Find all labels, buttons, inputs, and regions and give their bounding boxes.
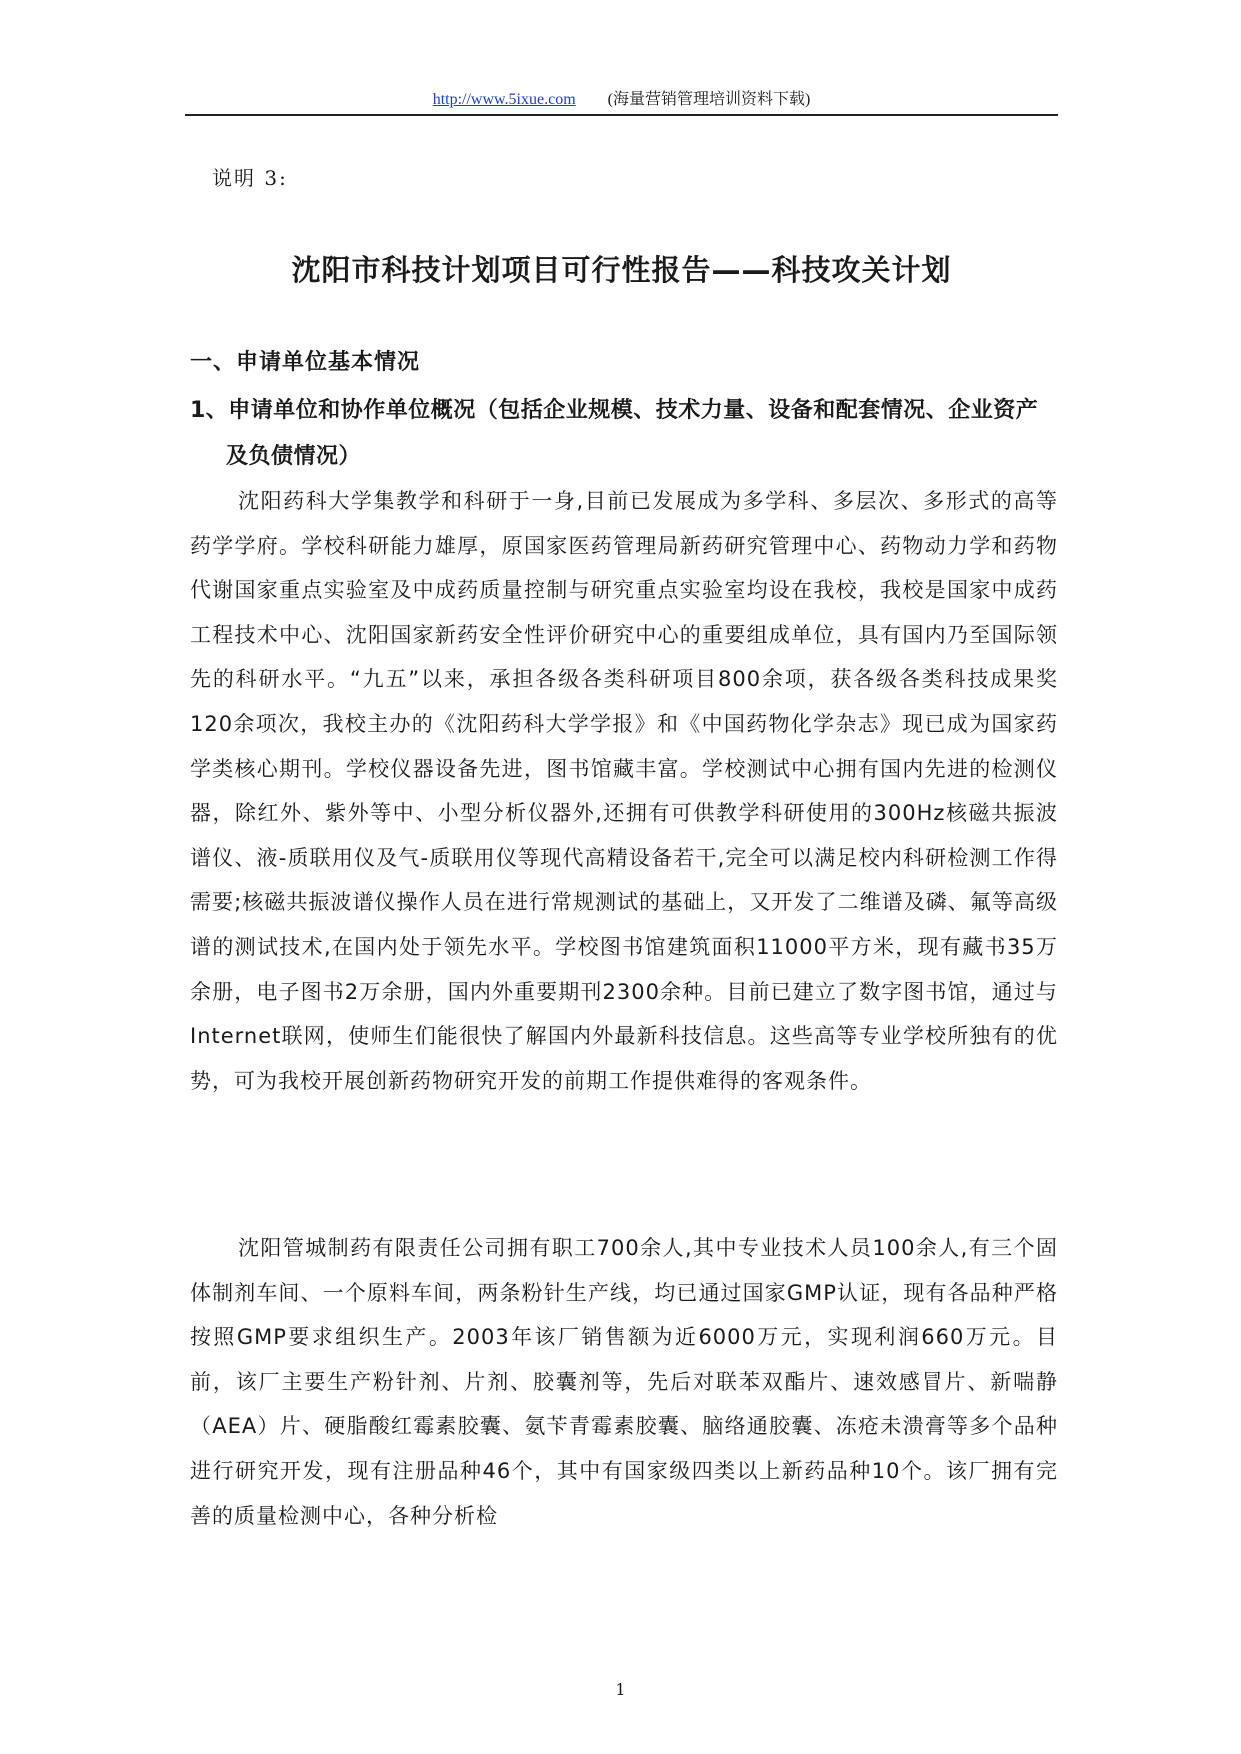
note-label: 说明 3: <box>212 166 288 190</box>
page-header <box>185 86 1058 116</box>
paragraph-university: 沈阳药科大学集教学和科研于一身,目前已发展成为多学科、多层次、多形式的高等药学学府。学校科研能力雄厚，原国家医药管理局新药研究管理中心、药物动力学和药物代谢国家重点实验室及中成药质量控制与研究重点实验室均设在我校，我校是国家中成药工程技术中心、沈阳国家新药安全性评价研究中心的重要组成单位，具有国内乃至国际领先的科研水平。“九五”以来，承担各级各类科研项目800余项，获各级各类科技成果奖120余项次，我校主办的《沈阳药科大学学报》和《中国药物化学杂志》现已成为国家药学类核心期刊。学校仪器设备先进，图书馆藏丰富。学校测试中心拥有国内先进的检测仪器，除红外、紫外等中、小型分析仪器外,还拥有可供教学科研使用的300Hz核磁共振波谱仪、液-质联用仪及气-质联用仪等现代高精设备若干,完全可以满足校内科研检测工作得需要;核磁共振波谱仪操作人员在进行常规测试的基础上，又开发了二维谱及磷、氟等高级谱的测试技术,在国内处于领先水平。学校图书馆建筑面积11000平方米，现有藏书35万余册，电子图书2万余册，国内外重要期刊2300余种。目前已建立了数字图书馆，通过与Internet联网，使师生们能很快了解国内外最新科技信息。这些高等专业学校所独有的优势，可为我校开展创新药物研究开发的前期工作提供难得的客观条件。 <box>190 489 1058 1093</box>
section-heading: 一、申请单位基本情况 <box>190 350 421 375</box>
header-tagline: (海量营销管理培训资料下载) <box>607 91 811 108</box>
document-title: 沈阳市科技计划项目可行性报告——科技攻关计划 <box>291 253 952 287</box>
page-number: 1 <box>615 1680 626 1699</box>
paragraph-pharma-company: 沈阳管城制药有限责任公司拥有职工700余人,其中专业技术人员100余人,有三个固体制剂车间、一个原料车间，两条粉针生产线，均已通过国家GMP认证，现有各品种严格按照GMP要求组织生产。2003年该厂销售额为近6000万元，实现利润660万元。目前，该厂主要生产粉针剂、片剂、胶囊剂等，先后对联苯双酯片、速效感冒片、新喘静（AEA）片、硬脂酸红霉素胶囊、氨苄青霉素胶囊、脑络通胶囊、冻疮未溃膏等多个品种进行研究开发，现有注册品种46个，其中有国家级四类以上新药品种10个。该厂拥有完善的质量检测中心，各种分析检 <box>190 1236 1058 1528</box>
subsection-heading: 1、申请单位和协作单位概况（包括企业规模、技术力量、设备和配套情况、企业资产及负债情况） <box>190 398 1039 469</box>
header-link[interactable]: http://www.5ixue.com <box>432 91 576 108</box>
